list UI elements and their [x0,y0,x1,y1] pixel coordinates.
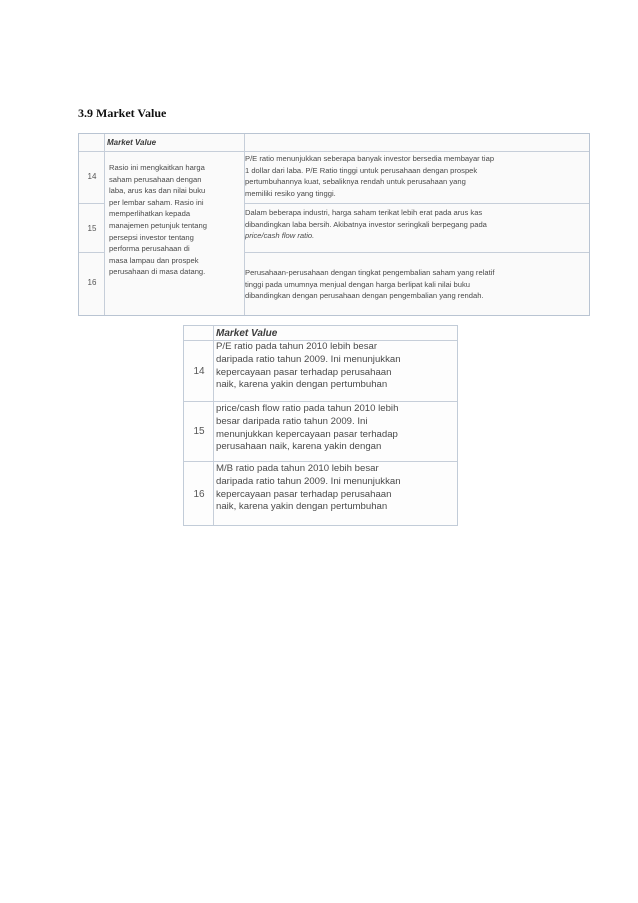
text-line: masa lampau dan prospek [109,255,199,265]
section-heading: 3.9 Market Value [78,106,167,120]
text-line: menunjukkan kepercayaan pasar terhadap [216,428,398,440]
text-line: naik, karena yakin dengan pertumbuhan [216,501,388,513]
row-divider [244,203,589,204]
text-line: Perusahaan-perusahaan dengan tingkat pengembalian saham yang relatif [245,268,495,277]
row-number: 16 [87,278,97,287]
market-value-analysis-table [183,325,458,526]
text-line: Dalam beberapa industri, harga saham terikat lebih erat pada arus kas [245,208,483,217]
text-line: price/cash flow ratio pada tahun 2010 lebih [216,403,399,414]
text-line: dibandingkan dengan perusahaan dengan pengembalian yang rendah. [245,291,484,301]
analysis-price-cash-flow [216,403,454,454]
text-line: per lembar saham. Rasio ini [109,197,204,207]
row-number: 15 [87,224,97,233]
text-line: Rasio ini mengkaitkan harga [109,163,205,172]
interpretation-pe-ratio [245,153,585,199]
row-number: 15 [193,426,205,437]
text-line: perusahaan di masa datang. [109,267,206,277]
text-line: memperlihatkan kepada [109,209,191,219]
ratio-description [109,162,243,278]
header-divider [79,151,589,152]
text-line: P/E ratio menunjukkan seberapa banyak investor bersedia membayar tiap [245,154,495,163]
row-divider [184,461,457,462]
text-line: P/E ratio pada tahun 2010 lebih besar [216,341,378,352]
text-line: persepsi investor tentang [109,232,194,242]
column-divider [213,326,214,525]
text-line: dibandingkan laba bersih. Akibatnya investor seringkali berpegang pada [245,219,487,229]
text-line: naik, karena yakin dengan pertumbuhan [216,379,388,391]
text-line: kepercayaan pasar terhadap perusahaan [216,366,392,378]
text-line: daripada ratio tahun 2009. Ini menunjukkan [216,475,401,487]
market-value-definition-table [78,133,590,316]
text-line: kepercayaan pasar terhadap perusahaan [216,488,392,500]
row-number: 16 [193,489,205,500]
text-line: manajemen petunjuk tentang [109,220,207,230]
text-line: tinggi pada umumnya menjual dengan harga berlipat kali nilai buku [245,279,471,289]
row-divider [244,252,589,253]
text-line: price/cash flow ratio. [245,231,315,241]
text-line: perusahaan naik, karena yakin dengan [216,441,382,453]
text-line: saham perusahaan dengan [109,174,202,184]
row-divider [79,252,104,253]
interpretation-mb-ratio [245,267,585,302]
table-header: Market Value [107,138,157,147]
text-line: 1 dollar dari laba. P/E Ratio tinggi untuk perusahaan dengan prospek [245,165,478,175]
table-header: Market Value [216,328,278,339]
row-number: 14 [193,366,205,377]
text-line: performa perusahaan di [109,244,190,254]
interpretation-price-cash-flow [245,207,585,242]
text-line: daripada ratio tahun 2009. Ini menunjukkan [216,353,401,365]
text-line: memiliki resiko yang tinggi. [245,188,336,198]
row-divider [184,401,457,402]
row-divider [79,203,104,204]
analysis-pe-ratio [216,341,454,392]
column-divider [104,134,105,315]
text-line: M/B ratio pada tahun 2010 lebih besar [216,463,379,474]
text-line: besar daripada ratio tahun 2009. Ini [216,415,368,427]
text-line: pertumbuhannya kuat, sebaliknya rendah untuk perusahaan yang [245,177,466,187]
analysis-mb-ratio [216,463,454,514]
text-line: laba, arus kas dan nilai buku [109,186,206,196]
row-number: 14 [87,172,97,181]
